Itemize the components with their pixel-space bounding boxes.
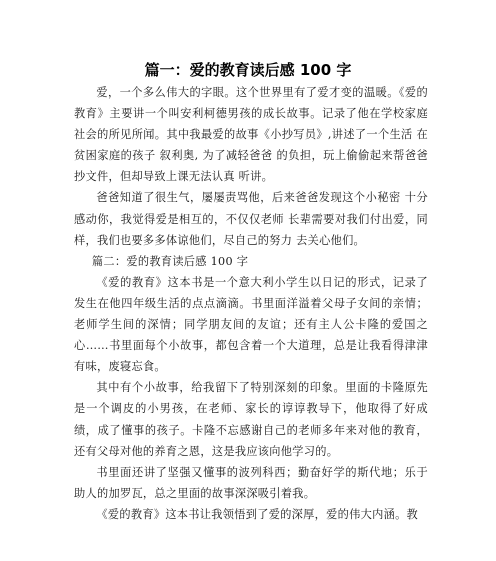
paragraph-4: 其中有个小故事，给我留下了特别深刻的印象。里面的卡隆原先是一个调皮的小男孩，在老师、家长的谆谆教导下，他取得了好成绩，成了懂事的孩子。卡隆不忘感谢自己的老师多年来对他的教育，还有父母对他的养育之恩，这是我应该向他学习的。 [74, 381, 428, 458]
paragraph-6: 《爱的教育》这本书让我领悟到了爱的深厚，爱的伟大内涵。教 [96, 507, 419, 521]
paragraph-3: 《爱的教育》这本书是一个意大利小学生以日记的形式，记录了发生在他四年级生活的点点滴滴。书里面洋溢着父母子女间的亲情；老师学生间的深情；同学朋友间的友谊；还有主人公卡隆的爱国之心……书里面每个小故事，都包含着一个大道理，总是让我看得津津有味，废寝忘食。 [74, 275, 428, 374]
section-heading-2: 篇二：爱的教育读后感 100 字 [91, 254, 249, 268]
paragraph-5: 书里面还讲了坚强又懂事的波列科西；勤奋好学的斯代地；乐于助人的加罗瓦，总之里面的故事深深吸引着我。 [74, 465, 428, 500]
paragraph-2: 爸爸知道了很生气，屡屡责骂他，后来爸爸发现这个小秘密 十分感动你，我觉得爱是相互的，不仅仅老师 长辈需要对我们付出爱，同样，我们也要多多体谅他们，尽自己的努力 去关心他们。 [74, 191, 428, 247]
document-title: 篇一：爱的教育读后感 100 字 [144, 61, 352, 79]
paragraph-1: 爱，一个多么伟大的字眼。这个世界里有了爱才变的温暖。《爱的教育》主要讲一个叫安利柯德男孩的成长故事。记录了他在学校家庭社会的所见所闻。其中我最爱的故事《小抄写员》,讲述了一个生活 在贫困家庭的孩子 叙利奥, 为了减轻爸爸 的负担，玩上偷偷起来帮爸爸抄文件，但却导致上课无法认真 听讲。 [74, 86, 428, 184]
document-body [74, 82, 428, 525]
